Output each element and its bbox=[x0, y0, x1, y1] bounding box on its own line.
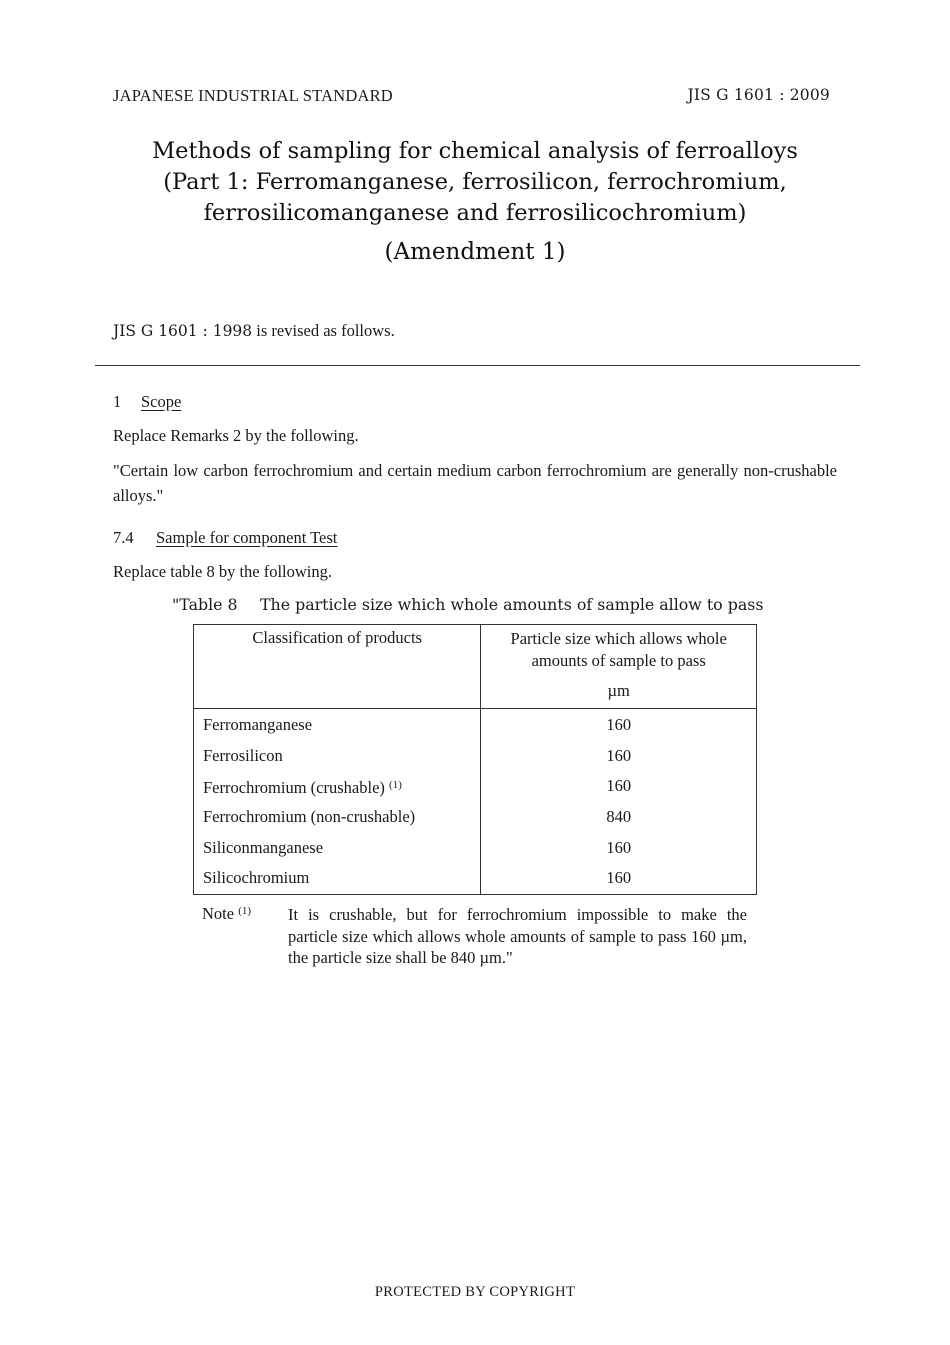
product-name: Ferrosilicon bbox=[203, 745, 283, 765]
footnote-reference: (1) bbox=[389, 778, 402, 791]
product-cell bbox=[194, 863, 481, 894]
product-name: Ferromanganese bbox=[203, 715, 313, 735]
particle-size-cell: 840 bbox=[606, 807, 632, 827]
product-cell bbox=[194, 771, 481, 802]
product-cell bbox=[194, 741, 481, 772]
section-title: Sample for component Test bbox=[156, 528, 338, 547]
particle-size-cell: 160 bbox=[606, 868, 632, 888]
title-line-2: (Part 1: Ferromanganese, ferrosilicon, ferrochromium, bbox=[163, 169, 787, 195]
product-name: Silicochromium bbox=[203, 868, 310, 888]
table-caption bbox=[172, 595, 763, 614]
horizontal-rule bbox=[95, 365, 860, 366]
copyright-footer: PROTECTED BY COPYRIGHT bbox=[374, 1284, 576, 1300]
table-row bbox=[194, 863, 757, 894]
section-number: 7.4 bbox=[113, 528, 134, 547]
header-standard-number: JIS G 1601 : 2009 bbox=[687, 86, 830, 104]
note-reference: (1) bbox=[238, 905, 252, 917]
product-name: Ferrochromium (crushable) bbox=[203, 777, 385, 797]
product-cell bbox=[194, 802, 481, 833]
table-header-row bbox=[194, 625, 757, 709]
section-number: 1 bbox=[113, 392, 122, 411]
column-header-classification: Classification of products bbox=[194, 625, 481, 709]
note-label bbox=[202, 904, 251, 924]
column-header-particle-size bbox=[481, 625, 757, 709]
note-word: Note bbox=[202, 904, 235, 923]
header-standard-label: JAPANESE INDUSTRIAL STANDARD bbox=[113, 86, 393, 105]
product-cell bbox=[194, 709, 481, 741]
amendment-label: (Amendment 1) bbox=[384, 239, 566, 265]
table-row bbox=[194, 771, 757, 802]
revision-text: is revised as follows. bbox=[252, 321, 395, 340]
table-title: The particle size which whole amounts of sample allow to pass bbox=[260, 595, 764, 614]
section-heading-sample bbox=[113, 528, 337, 548]
revised-standard: JIS G 1601 : 1998 bbox=[113, 322, 253, 340]
table-row bbox=[194, 802, 757, 833]
product-cell bbox=[194, 832, 481, 863]
particle-size-table bbox=[193, 624, 757, 895]
particle-size-header-text: Particle size which allows whole amounts of sample to pass bbox=[510, 629, 727, 670]
scope-quote: "Certain low carbon ferrochromium and certain medium carbon ferrochromium are generally non-crushable alloys." bbox=[113, 461, 837, 505]
particle-size-cell: 160 bbox=[606, 837, 632, 857]
particle-size-cell: 160 bbox=[606, 715, 632, 735]
table-row bbox=[194, 741, 757, 772]
particle-size-cell: 160 bbox=[606, 776, 632, 796]
particle-size-cell: 160 bbox=[606, 745, 632, 765]
table-row bbox=[194, 709, 757, 741]
title-line-3: ferrosilicomanganese and ferrosilicochromium) bbox=[203, 200, 747, 226]
section-heading-scope bbox=[113, 392, 181, 412]
sample-instruction: Replace table 8 by the following. bbox=[113, 562, 333, 581]
scope-instruction: Replace Remarks 2 by the following. bbox=[113, 426, 359, 445]
unit-label: µm bbox=[607, 681, 630, 700]
product-name: Ferrochromium (non-crushable) bbox=[203, 807, 416, 827]
note-text: It is crushable, but for ferrochromium impossible to make the particle size which allows whole amounts of sample to pass 160 µm, the particle size shall be 840 µm." bbox=[288, 905, 747, 967]
document-title bbox=[0, 136, 950, 229]
table-body bbox=[194, 709, 757, 895]
table-number: "Table 8 bbox=[172, 595, 238, 614]
section-title: Scope bbox=[141, 392, 182, 411]
revision-statement bbox=[113, 321, 395, 341]
title-line-1: Methods of sampling for chemical analysis of ferroalloys bbox=[152, 138, 798, 164]
table-row bbox=[194, 832, 757, 863]
product-name: Siliconmanganese bbox=[203, 837, 324, 857]
